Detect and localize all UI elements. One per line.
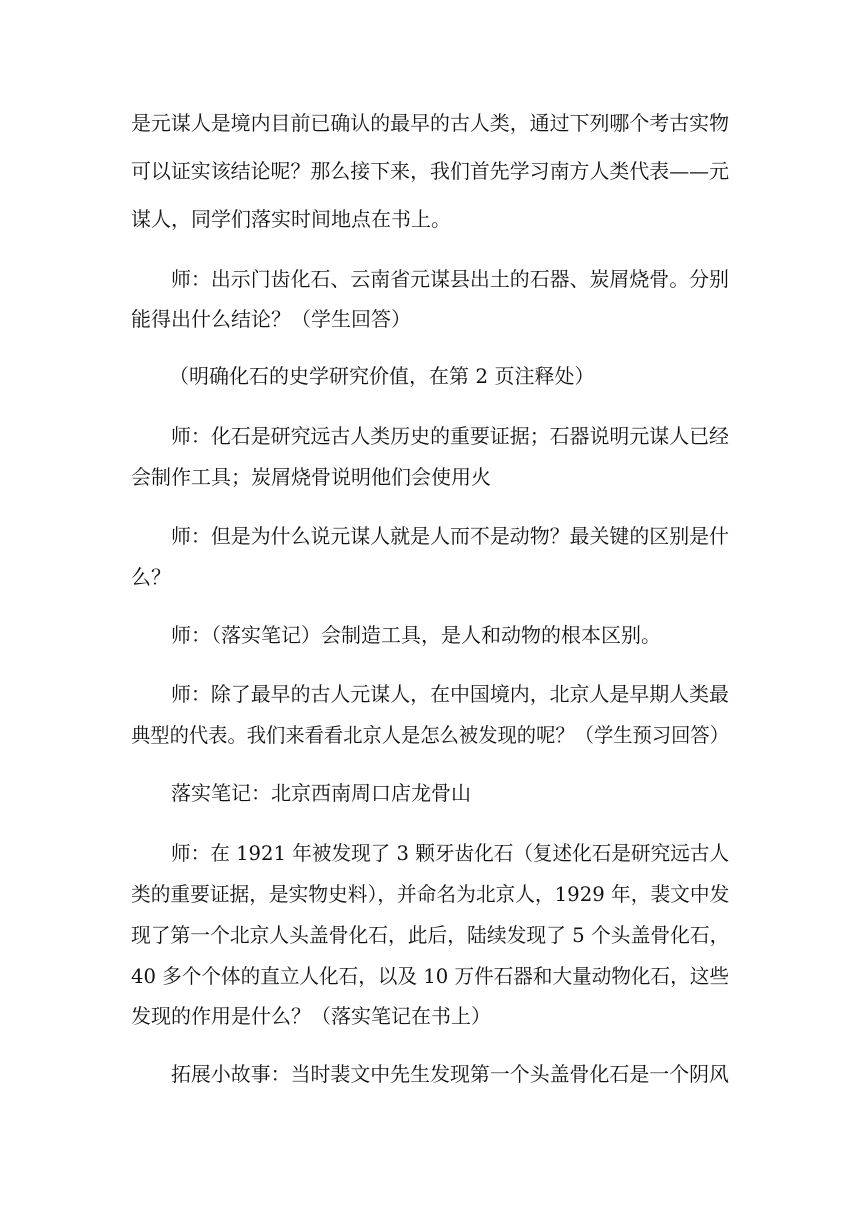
text-line: 是元谋人是境内目前已确认的最早的古人类，通过下列哪个考古实物 [131,111,730,135]
text-line: 谋人，同学们落实时间地点在书上。 [131,207,451,231]
text-line: 发现的作用是什么？（落实笔记在书上） [131,1004,491,1028]
text-line: 落实笔记：北京西南周口店龙骨山 [171,781,471,805]
text-line: 么？ [131,565,171,589]
text-line: 类的重要证据，是实物史料），并命名为北京人，1929 年，裴文中发 [131,882,730,906]
text-line: （明确化石的史学研究价值，在第 2 页注释处） [169,364,595,388]
text-line: 现了第一个北京人头盖骨化石，此后，陆续发现了 5 个头盖骨化石， [131,923,730,947]
text-line: 师：除了最早的古人元谋人，在中国境内，北京人是早期人类最 [171,682,729,706]
text-line: 可以证实该结论呢？那么接下来，我们首先学习南方人类代表——元 [131,159,730,183]
text-line: 师：但是为什么说元谋人就是人而不是动物？最关键的区别是什 [171,524,729,548]
text-line: 师：化石是研究远古人类历史的重要证据；石器说明元谋人已经 [171,424,729,448]
text-line: 拓展小故事：当时裴文中先生发现第一个头盖骨化石是一个阴风 [171,1062,729,1086]
text-line: 师：（落实笔记）会制造工具，是人和动物的根本区别。 [171,623,661,647]
text-line: 40 多个个体的直立人化石，以及 10 万件石器和大量动物化石，这些 [131,964,729,988]
text-line: 师：在 1921 年被发现了 3 颗牙齿化石（复述化石是研究远古人 [171,841,730,865]
text-line: 能得出什么结论？（学生回答） [131,307,411,331]
text-line: 典型的代表。我们来看看北京人是怎么被发现的呢？（学生预习回答） [131,723,729,747]
text-line: 会制作工具；炭屑烧骨说明他们会使用火 [131,465,491,489]
text-line: 师：出示门齿化石、云南省元谋县出土的石器、炭屑烧骨。分别 [171,267,729,291]
